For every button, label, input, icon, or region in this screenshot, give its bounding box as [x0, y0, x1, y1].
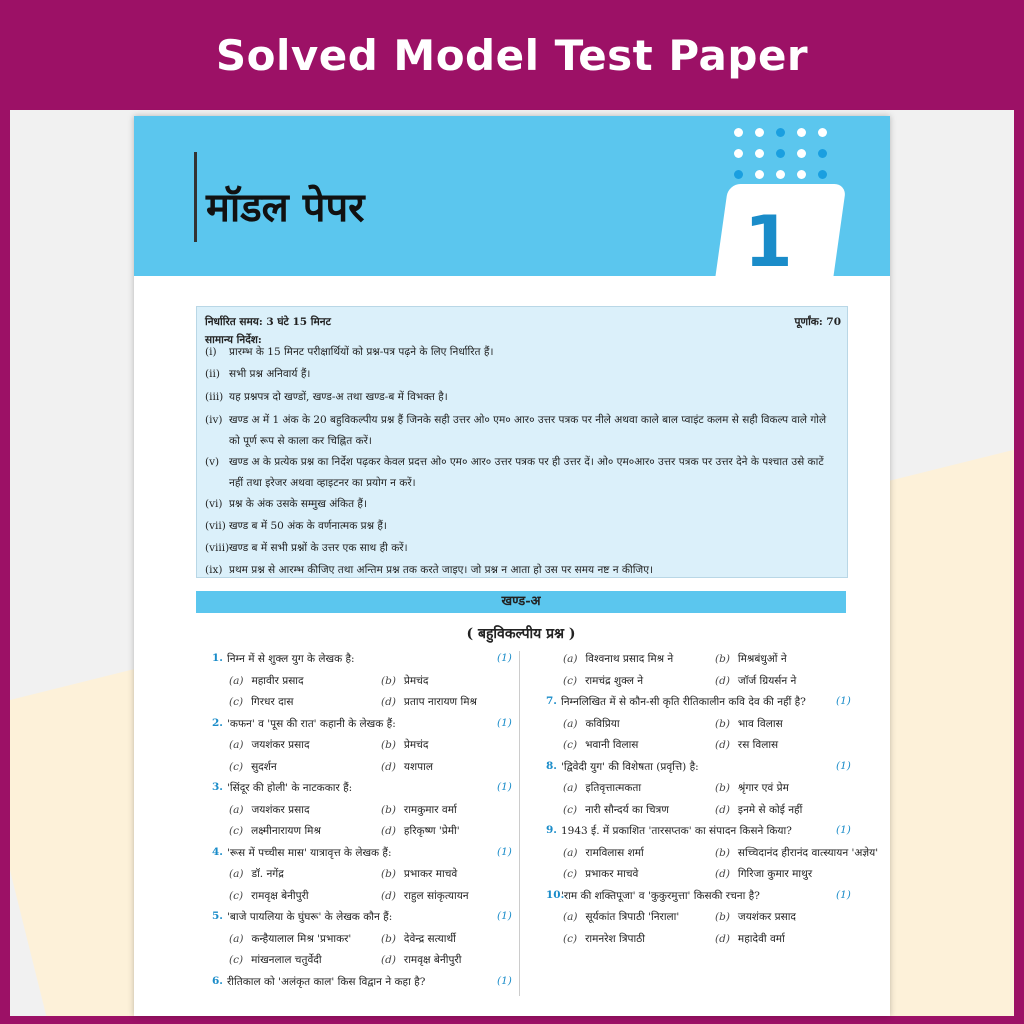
- option-text: मांखनलाल चतुर्वेदी: [251, 954, 322, 966]
- instruction-text: खण्ड ब में 50 अंक के वर्णनात्मक प्रश्न हैं।: [229, 520, 387, 532]
- instruction-number: (i): [205, 346, 217, 358]
- option-letter: (c): [563, 739, 578, 751]
- instruction-item: [205, 347, 839, 363]
- option-text: डॉ. नगेंद्र: [251, 868, 284, 880]
- decoration-dot: [755, 128, 764, 137]
- option-letter: (a): [563, 653, 578, 665]
- answer-option: [229, 889, 309, 903]
- option-letter: (d): [381, 954, 396, 966]
- answer-option: [563, 781, 641, 795]
- option-letter: (c): [563, 803, 578, 816]
- question-number: 9.: [546, 824, 557, 836]
- question-text: 1943 ई. में प्रकाशित 'तारसप्तक' का संपादन किसने किया?: [561, 825, 792, 837]
- option-text: प्रभाकर माचवे: [403, 868, 458, 880]
- question-text: रीतिकाल को 'अलंकृत काल' किस विद्वान ने कहा है?: [227, 975, 426, 988]
- answer-option: [715, 910, 796, 924]
- question-text: 'बाजे पायलिया के घुंघरू' के लेखक कौन हैं:: [227, 911, 393, 923]
- question-text: 'सिंदूर की होली' के नाटककार हैं:: [227, 782, 353, 794]
- option-letter: (c): [229, 825, 244, 837]
- instruction-number: (vii): [205, 520, 226, 532]
- answer-option: [563, 674, 643, 688]
- option-text: प्रभाकर माचवे: [585, 868, 639, 880]
- option-letter: (c): [229, 954, 244, 966]
- answer-option: [715, 652, 787, 666]
- instruction-text: प्रारम्भ के 15 मिनट परीक्षार्थियों को प्रश्न-पत्र पढ़ने के लिए निर्धारित हैं।: [229, 346, 494, 358]
- instruction-item: [205, 543, 839, 559]
- option-letter: (b): [715, 846, 730, 859]
- instruction-number: (iii): [205, 391, 224, 403]
- option-text: यशपाल: [403, 760, 433, 773]
- column-divider: [519, 651, 520, 996]
- decoration-dot: [818, 128, 827, 137]
- option-text: महावीर प्रसाद: [251, 674, 304, 687]
- answer-option: [229, 932, 351, 946]
- option-text: प्रेमचंद: [403, 739, 429, 751]
- section-heading: खण्ड-अ: [196, 591, 846, 613]
- question-text: निम्नलिखित में से कौन-सी कृति रीतिकालीन कवि देव की नहीं है?: [561, 696, 806, 708]
- option-text: हरिकृष्ण 'प्रेमी': [403, 825, 460, 837]
- instruction-item: [205, 565, 839, 581]
- question-number: 6.: [212, 974, 223, 987]
- option-letter: (a): [229, 739, 244, 751]
- option-letter: (c): [563, 674, 578, 687]
- question-text: 'राम की शक्तिपूजा' व 'कुकुरमुत्ता' किसकी रचना है?: [561, 889, 760, 902]
- option-text: प्रताप नारायण मिश्र: [403, 696, 477, 708]
- decoration-dot: [818, 170, 827, 179]
- option-letter: (a): [229, 868, 244, 880]
- option-letter: (b): [381, 932, 396, 945]
- answer-option: [715, 674, 796, 688]
- option-letter: (b): [381, 739, 396, 751]
- question-number: 4.: [212, 845, 223, 858]
- instruction-text: खण्ड ब में सभी प्रश्नों के उत्तर एक साथ ही करें।: [229, 542, 408, 554]
- option-text: कविप्रिया: [585, 717, 620, 730]
- instruction-item: [205, 415, 839, 452]
- time-allowed: निर्धारित समय: 3 घंटे 15 मिनट: [205, 316, 331, 328]
- answer-option: [229, 953, 322, 967]
- option-letter: (d): [381, 760, 396, 773]
- instruction-number: (viii): [205, 542, 230, 554]
- answer-option: [715, 717, 783, 731]
- answer-option: [229, 695, 294, 709]
- answer-option: [715, 867, 812, 881]
- option-text: लक्ष्मीनारायण मिश्र: [251, 825, 321, 837]
- instruction-number: (ii): [205, 368, 220, 380]
- answer-option: [381, 932, 456, 946]
- option-text: रामविलास शर्मा: [585, 846, 644, 859]
- option-text: राहुल सांकृत्यायन: [403, 889, 469, 902]
- answer-option: [563, 846, 644, 860]
- option-text: नारी सौन्दर्य का चित्रण: [585, 803, 669, 816]
- answer-option: [381, 695, 477, 709]
- question-number: 5.: [212, 910, 223, 922]
- option-text: श्रृंगार एवं प्रेम: [737, 782, 789, 794]
- option-text: देवेन्द्र सत्यार्थी: [403, 932, 456, 945]
- option-letter: (a): [563, 911, 578, 923]
- option-text: जयशंकर प्रसाद: [737, 911, 797, 923]
- option-text: रामवृक्ष बेनीपुरी: [251, 889, 309, 902]
- option-letter: (a): [229, 803, 244, 816]
- option-letter: (a): [563, 782, 578, 794]
- question-marks: (1): [497, 716, 512, 729]
- answer-option: [563, 910, 679, 924]
- option-text: कन्हैयालाल मिश्र 'प्रभाकर': [251, 932, 352, 945]
- paper-header: [134, 116, 890, 283]
- decoration-dot: [797, 128, 806, 137]
- answer-option: [563, 717, 620, 731]
- option-letter: (b): [381, 868, 396, 880]
- instruction-number: (iv): [205, 414, 223, 426]
- decoration-dot: [797, 170, 806, 179]
- answer-option: [229, 674, 304, 688]
- instruction-text: खण्ड अ में 1 अंक के 20 बहुविकल्पीय प्रश्न हैं जिनके सही उत्तर ओ० एम० आर० उत्तर पत्रक पर नीले अथवा काले बाल प्वाइंट कलम से सही विकल्प वाले गोले को पूर्ण रूप से काला कर चिह्नित करें।: [229, 414, 827, 447]
- total-marks: पूर्णांक: 70: [794, 316, 841, 328]
- question-number: 7.: [546, 695, 557, 707]
- question-text: 'रूस में पच्चीस मास' यात्रावृत्त के लेखक हैं:: [227, 846, 392, 859]
- option-letter: (d): [715, 739, 730, 751]
- option-text: भवानी विलास: [585, 739, 639, 751]
- answer-option: [381, 760, 433, 774]
- option-text: इनमे से कोई नहीं: [737, 803, 803, 816]
- instruction-number: (ix): [205, 564, 223, 576]
- option-text: भाव विलास: [737, 717, 783, 730]
- question-marks: (1): [497, 845, 512, 858]
- decoration-dot: [734, 149, 743, 158]
- option-letter: (d): [715, 932, 730, 945]
- option-letter: (b): [715, 911, 730, 923]
- option-letter: (c): [229, 696, 244, 708]
- instruction-text: सभी प्रश्न अनिवार्य हैं।: [229, 368, 311, 380]
- option-text: जयशंकर प्रसाद: [251, 803, 310, 816]
- answer-option: [229, 760, 277, 774]
- decoration-dot: [734, 128, 743, 137]
- answer-option: [715, 738, 778, 752]
- option-letter: (a): [229, 932, 244, 945]
- answer-option: [563, 652, 673, 666]
- answer-option: [229, 824, 321, 838]
- question-marks: (1): [497, 781, 512, 793]
- option-text: रामवृक्ष बेनीपुरी: [403, 954, 462, 966]
- paper-title: मॉडल पेपर: [206, 184, 365, 231]
- option-letter: (c): [229, 760, 244, 773]
- answer-option: [715, 803, 802, 817]
- instruction-item: [205, 499, 839, 515]
- decoration-dot: [797, 149, 806, 158]
- answer-option: [563, 867, 638, 881]
- option-text: प्रेमचंद: [403, 674, 429, 687]
- answer-option: [563, 738, 638, 752]
- instruction-item: [205, 392, 839, 408]
- question-marks: (1): [836, 888, 851, 901]
- answer-option: [563, 803, 669, 817]
- option-letter: (b): [715, 653, 730, 665]
- decoration-dot: [818, 149, 827, 158]
- question-marks: (1): [836, 759, 851, 772]
- answer-option: [715, 781, 789, 795]
- option-text: रस विलास: [737, 739, 779, 751]
- option-letter: (a): [563, 846, 578, 859]
- paper-number: 1: [744, 201, 793, 283]
- instruction-text: खण्ड अ के प्रत्येक प्रश्न का निर्देश पढ़कर केवल प्रदत्त ओ० एम० आर० उत्तर पत्रक पर ही उत्तर दें। ओ० एम०आर० उत्तर पत्रक पर उत्तर देने के पश्चात उसे काटें नहीं तथा इरेजर अथवा व्हाइटनर का प्रयोग न करें।: [229, 456, 824, 489]
- option-letter: (d): [715, 868, 730, 880]
- answer-option: [381, 674, 428, 688]
- answer-option: [715, 846, 878, 860]
- option-letter: (d): [381, 889, 396, 902]
- decoration-dot: [755, 170, 764, 179]
- banner: [0, 0, 1024, 110]
- option-text: महादेवी वर्मा: [737, 932, 785, 945]
- answer-option: [563, 932, 645, 946]
- option-letter: (b): [381, 674, 396, 687]
- option-text: रामनरेश त्रिपाठी: [585, 932, 645, 945]
- option-letter: (c): [563, 868, 578, 880]
- instruction-text: प्रश्न के अंक उसके सम्मुख अंकित हैं।: [229, 498, 367, 510]
- answer-option: [229, 803, 310, 817]
- option-letter: (a): [563, 717, 578, 730]
- option-text: जयशंकर प्रसाद: [251, 739, 310, 751]
- option-letter: (b): [715, 782, 730, 794]
- answer-option: [229, 867, 284, 881]
- option-text: सुदर्शन: [251, 760, 277, 773]
- option-text: रामचंद्र शुक्ल ने: [585, 674, 644, 687]
- title-bar-decoration: [194, 152, 197, 242]
- decoration-dot: [755, 149, 764, 158]
- decoration-dot: [776, 170, 785, 179]
- decoration-dot: [776, 128, 785, 137]
- option-letter: (d): [715, 674, 730, 687]
- general-instructions-label: सामान्य निर्देश:: [205, 334, 262, 346]
- answer-option: [715, 932, 785, 946]
- question-number: 3.: [212, 781, 223, 793]
- answer-option: [381, 867, 457, 881]
- option-text: रामकुमार वर्मा: [403, 803, 457, 816]
- question-marks: (1): [836, 695, 851, 707]
- question-number: 10.: [546, 888, 565, 901]
- question-text: निम्न में से शुक्ल युग के लेखक है:: [227, 653, 355, 665]
- option-letter: (b): [381, 803, 396, 816]
- instruction-number: (v): [205, 456, 220, 468]
- question-number: 8.: [546, 759, 557, 772]
- option-text: सच्चिदानंद हीरानंद वात्स्यायन 'अज्ञेय': [737, 846, 879, 859]
- question-marks: (1): [497, 652, 512, 664]
- instruction-number: (vi): [205, 498, 223, 510]
- answer-option: [381, 738, 428, 752]
- option-letter: (a): [229, 674, 244, 687]
- option-letter: (b): [715, 717, 730, 730]
- question-number: 2.: [212, 716, 223, 729]
- question-number: 1.: [212, 652, 223, 664]
- question-text: 'द्विवेदी युग' की विशेषता (प्रवृत्ति) है:: [561, 760, 699, 773]
- question-marks: (1): [836, 824, 851, 836]
- option-text: गिरिजा कुमार माथुर: [737, 868, 813, 880]
- answer-option: [229, 738, 310, 752]
- answer-option: [381, 803, 457, 817]
- instruction-item: [205, 521, 839, 537]
- question-text: 'कफन' व 'पूस की रात' कहानी के लेखक हैं:: [227, 717, 396, 730]
- option-text: मिश्रबंधुओं ने: [737, 653, 787, 665]
- question-marks: (1): [497, 974, 512, 987]
- option-text: सूर्यकांत त्रिपाठी 'निराला': [585, 911, 680, 923]
- answer-option: [381, 824, 460, 838]
- option-letter: (c): [563, 932, 578, 945]
- option-letter: (d): [381, 696, 396, 708]
- option-text: विश्वनाथ प्रसाद मिश्र ने: [585, 653, 674, 665]
- banner-title: Solved Model Test Paper: [215, 30, 809, 80]
- question-marks: (1): [497, 910, 512, 922]
- option-letter: (d): [715, 803, 730, 816]
- paper-page: [134, 116, 890, 1016]
- instruction-text: प्रथम प्रश्न से आरम्भ कीजिए तथा अन्तिम प्रश्न तक करते जाइए। जो प्रश्न न आता हो उस पर समय नष्ट न कीजिए।: [229, 564, 654, 576]
- instructions-box: [196, 306, 848, 578]
- option-text: इतिवृत्तात्मकता: [585, 782, 642, 794]
- instruction-item: [205, 457, 839, 494]
- instruction-item: [205, 369, 839, 385]
- option-letter: (c): [229, 889, 244, 902]
- section-subtitle: ( बहुविकल्पीय प्रश्न ): [466, 626, 576, 642]
- answer-option: [381, 953, 461, 967]
- option-text: गिरधर दास: [251, 696, 294, 708]
- option-text: जॉर्ज ग्रियर्सन ने: [737, 674, 797, 687]
- option-letter: (d): [381, 825, 396, 837]
- answer-option: [381, 889, 469, 903]
- decoration-dot: [776, 149, 785, 158]
- decoration-dot: [734, 170, 743, 179]
- instruction-text: यह प्रश्नपत्र दो खण्डों, खण्ड-अ तथा खण्ड-ब में विभक्त है।: [229, 391, 448, 403]
